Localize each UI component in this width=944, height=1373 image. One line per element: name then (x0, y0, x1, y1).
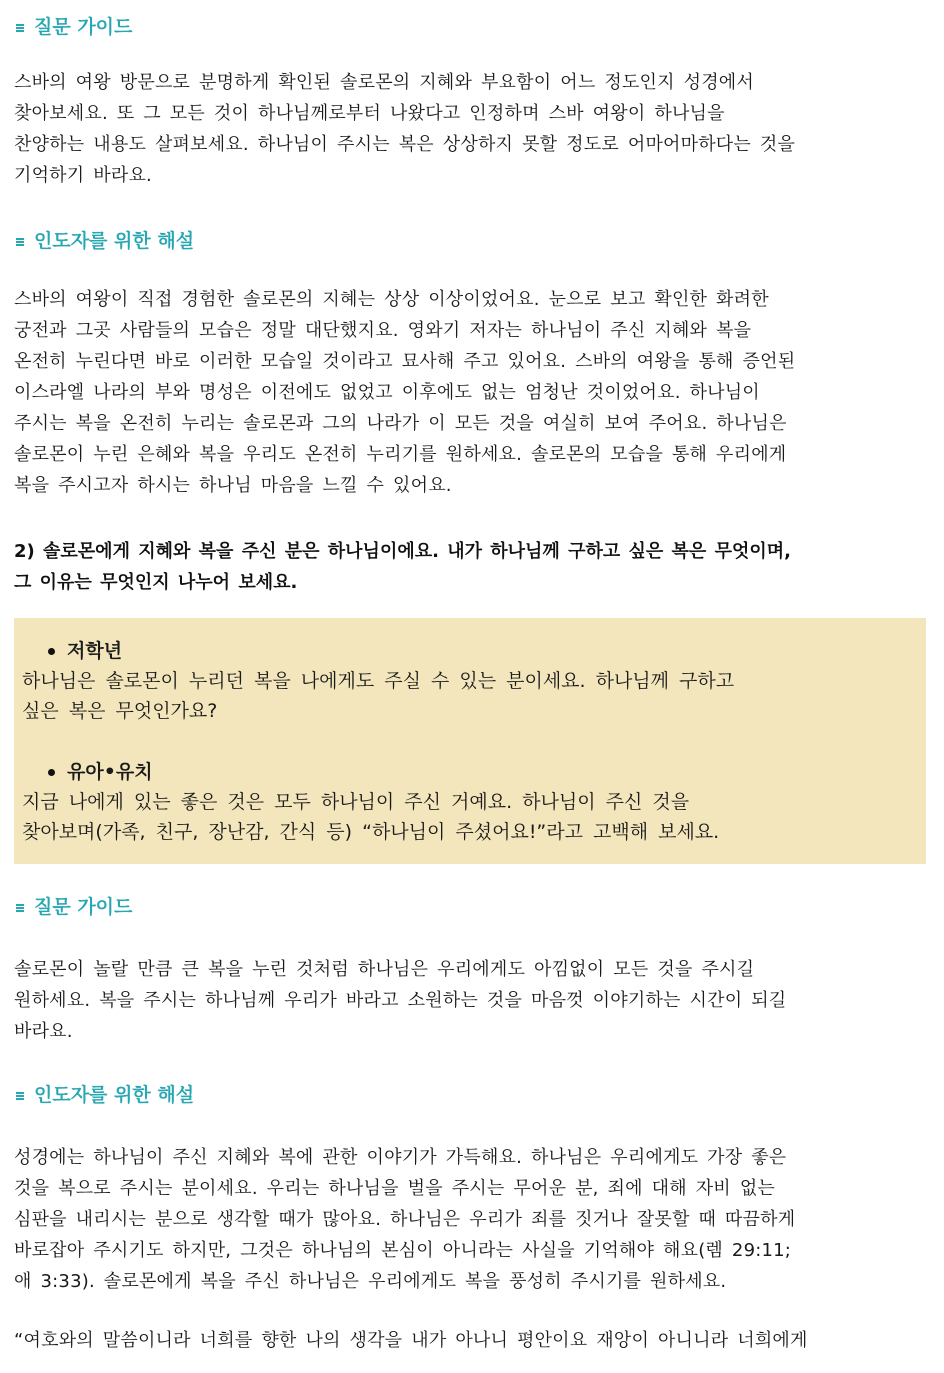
guide-paragraph-1: 스바의 여왕 방문으로 분명하게 확인된 솔로몬의 지혜와 부요함이 어느 정도인지 성경에서 찾아보세요. 또 그 모든 것이 하나님께로부터 나왔다고 인정하며 스바 여왕이 하나님을 찬양하는 내용도 살펴보세요. 하나님이 주시는 복은 상상하지 못할 정도로 어마어마하다는 것을 기억하기 바라요. (14, 72, 796, 186)
age-item-preschool-text: 지금 나에게 있는 좋은 것은 모두 하나님이 주신 거예요. 하나님이 주신 것을 찾아보며(가족, 친구, 장난감, 간식 등) “하나님이 주셨어요!”라고 고백해 보세요. (22, 791, 720, 843)
three-bar-icon (16, 237, 24, 247)
guide-paragraph-2: 솔로몬이 놀랄 만큼 큰 복을 누린 것처럼 하나님은 우리에게도 아낌없이 모든 것을 주시길 원하세요. 복을 주시는 하나님께 우리가 바라고 소원하는 것을 마음껏 이야기하는 시간이 되길 바라요. (14, 959, 787, 1042)
age-group-box (14, 618, 926, 864)
age-item-preschool-heading (14, 759, 926, 785)
age-item-preschool-label: 유아•유치 (67, 761, 153, 783)
guide-heading-2-label: 질문 가이드 (34, 896, 133, 918)
age-item-lower-grade-heading (14, 638, 926, 664)
question-2: 2) 솔로몬에게 지혜와 복을 주신 분은 하나님이에요. 내가 하나님께 구하고 싶은 복은 무엇이며, 그 이유는 무엇인지 나누어 보세요. (14, 541, 791, 593)
leader-heading-2 (14, 1082, 194, 1108)
leader-heading-2-label: 인도자를 위한 해설 (34, 1084, 195, 1106)
leader-paragraph-1: 스바의 여왕이 직접 경험한 솔로몬의 지혜는 상상 이상이었어요. 눈으로 보고 확인한 화려한 궁전과 그곳 사람들의 모습은 정말 대단했지요. 영와기 저자는 하나님이 주신 지혜와 복을 온전히 누린다면 바로 이러한 모습일 것이라고 묘사해 주고 있어요. 스바의 여왕을 통해 증언된 이스라엘 나라의 부와 명성은 이전에도 없었고 이후에도 없는 엄청난 것이었어요. 하나님이 주시는 복을 온전히 누리는 솔로몬과 그의 나라가 이 모든 것을 여실히 보여 주어요. 하나님은 솔로몬이 누린 은혜와 복을 우리도 온전히 누리기를 원하세요. 솔로몬의 모습을 통해 우리에게 복을 주시고자 하시는 하나님 마음을 느낄 수 있어요. (14, 289, 796, 496)
three-bar-icon (16, 23, 24, 33)
scripture-quote: “여호와의 말씀이니라 너희를 향한 나의 생각을 내가 아나니 평안이요 재앙이 아니니라 너희에게 (14, 1330, 808, 1351)
age-item-lower-grade (14, 638, 926, 726)
age-item-lower-grade-label: 저학년 (67, 640, 123, 662)
guide-heading-1-label: 질문 가이드 (34, 16, 133, 38)
guide-heading-1 (14, 14, 132, 40)
age-item-lower-grade-text: 하나님은 솔로몬이 누리던 복을 나에게도 주실 수 있는 분이세요. 하나님께 구하고 싶은 복은 무엇인가요? (22, 670, 735, 722)
leader-heading-1 (14, 228, 194, 254)
leader-heading-1-label: 인도자를 위한 해설 (34, 230, 195, 252)
bullet-dot-icon (48, 648, 55, 655)
age-item-preschool (14, 759, 926, 847)
leader-paragraph-2: 성경에는 하나님이 주신 지혜와 복에 관한 이야기가 가득해요. 하나님은 우리에게도 가장 좋은 것을 복으로 주시는 분이세요. 우리는 하나님을 벌을 주시는 무어운 분, 죄에 대해 자비 없는 심판을 내리시는 분으로 생각할 때가 많아요. 하나님은 우리가 죄를 짓거나 잘못할 때 따끔하게 바로잡아 주시기도 하지만, 그것은 하나님의 본심이 아니라는 사실을 기억해야 해요(렘 29:11; 애 3:33). 솔로몬에게 복을 주신 하나님은 우리에게도 복을 풍성히 주시기를 원하세요. (14, 1147, 796, 1292)
bullet-dot-icon (48, 769, 55, 776)
three-bar-icon (16, 1091, 24, 1101)
three-bar-icon (16, 903, 24, 913)
guide-heading-2 (14, 894, 132, 920)
